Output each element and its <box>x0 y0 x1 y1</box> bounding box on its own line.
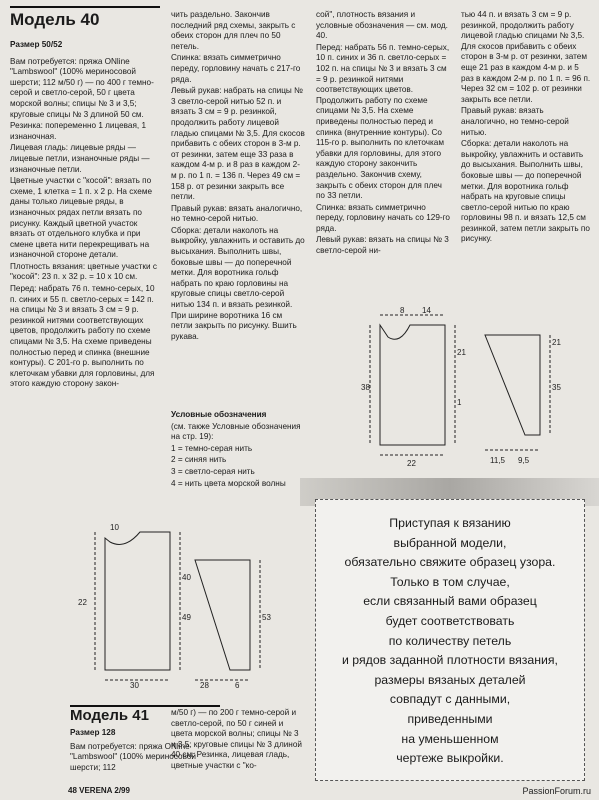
pattern-schematic-41 <box>360 305 590 480</box>
dim-label: 22 <box>78 598 87 607</box>
m40-text-rib: Резинка: попеременно 1 лицевая, 1 изнаночная. <box>10 121 147 141</box>
dim-label: 8 <box>400 306 405 315</box>
legend-ref: (см. также Условные обозначения на стр. 19): <box>171 421 301 442</box>
body-outline-41 <box>380 325 445 445</box>
legend-item-2: 2 = синяя нить <box>171 455 227 465</box>
m41-text-right-sleeve: Правый рукав: вязать аналогично, но темно-серой нитью. <box>461 106 569 137</box>
dim-label: 38 <box>361 383 370 392</box>
m40-text-gauge: Плотность вязания: цветные участки с "косой": 23 п. х 32 р. = 10 х 10 см. <box>10 261 157 282</box>
site-watermark: PassionForum.ru <box>522 786 591 796</box>
m40-text-materials: Вам потребуется: пряжа ONline "Lambswool" (100% мериносовой шерсти; 112 м/50 г) — по 400 г темно-серой и светло-серой, 50 г цвета морской волны; спицы № 3 и 3,5; круговые спицы № 3 длиной 50 см. <box>10 56 154 119</box>
model-41-size: Размер 128 <box>70 728 116 737</box>
notice-line: приведенными <box>407 711 493 726</box>
dim-label: 6 <box>235 681 240 690</box>
m41-text-sleeve-cont: тью 44 п. и вязать 3 см = 9 р. резинкой, продолжить работу лицевой гладью спицами № 3,5. Для скосов прибавить с обеих сторон в 3-м р. от резинки, затем еще 21 раз в каждом 4-м р. и 5 раз в каждом 2-м р. по 1 п. = 96 п. Через 32 см = 102 р. от резинки закрыть все петли. <box>461 10 591 104</box>
m41-text-front: Перед: набрать 56 п. темно-серых, 10 п. синих и 36 п. светло-серых = 102 п. на спицы № 3 и вязать 3 см = 9 р. резинкой нитями соответствующих цветов. Продолжить работу по схеме спицами № 3,5. На схеме приведены полностью перед и спинка (внутренние контуры). Со 115-го р. выполнить по клеточкам убавки для горловины, для этого каждую сторону закончить раздельно. Закончив схему, закрыть с обеих сторон для плеч по 33 петли. <box>316 42 450 201</box>
dim-label: 35 <box>552 383 561 392</box>
model-40-title: Модель 40 <box>10 10 100 29</box>
body-outline-40 <box>105 532 170 670</box>
notice-line: совпадут с данными, <box>389 692 511 707</box>
notice-line: выбранной модели, <box>393 535 507 550</box>
page-footer: 48 VERENA 2/99 <box>68 786 130 795</box>
legend-item-1: 1 = темно-серая нить <box>171 443 253 453</box>
model-41-materials: Вам потребуется: пряжа ONline "Lambswool" (100% мериносовой шерсти; 112 <box>70 741 196 772</box>
dim-label: 1 <box>457 398 462 407</box>
notice-line: чертеже выкройки. <box>396 751 504 766</box>
sleeve-outline-40 <box>195 560 250 670</box>
dim-label: 53 <box>262 613 271 622</box>
m40-text-front-cont: чить раздельно. Закончив последний ряд схемы, закрыть с обеих сторон для плеч по 50 петель. <box>171 10 296 51</box>
dim-label: 30 <box>130 681 139 690</box>
m41-text-back: Спинка: вязать симметрично переду, горловину начать со 129-го ряда. <box>316 202 450 233</box>
notice-line: на уменьшенном <box>401 731 499 746</box>
model-40-size: Размер 50/52 <box>10 40 63 49</box>
m40-text-stockinette: Лицевая гладь: лицевые ряды — лицевые петли, изнаночные ряды — изнаночные петли. <box>10 143 150 174</box>
notice-line: Приступая к вязанию <box>389 516 511 530</box>
notice-line: и рядов заданной плотности вязания, <box>342 653 558 668</box>
notice-line: Только в том случае, <box>390 574 510 589</box>
legend-item-3: 3 = светло-серая нить <box>171 466 255 476</box>
model-41-col2 <box>171 708 305 772</box>
dim-label: 9,5 <box>518 456 530 465</box>
notice-line: будет соответствовать <box>385 613 515 628</box>
notice-line: если связанный вами образец <box>363 594 537 609</box>
dim-label: 10 <box>110 523 119 532</box>
column-2 <box>171 10 305 343</box>
dim-label: 21 <box>457 348 466 357</box>
legend-block <box>171 410 305 490</box>
column-1 <box>10 40 160 391</box>
pattern-schematic-40 <box>70 520 290 690</box>
column-4 <box>461 10 591 246</box>
model-41-title: Модель 41 <box>70 707 149 724</box>
model-40-header <box>10 6 160 30</box>
notice-line: размеры вязаных деталей <box>374 672 526 687</box>
m40-text-back: Спинка: вязать симметрично переду, горловину начать с 217-го ряда. <box>171 53 301 84</box>
m41-text-left-sleeve: Левый рукав: вязать на спицы № 3 светло-серой ни- <box>316 235 449 256</box>
dim-label: 40 <box>182 573 191 582</box>
sleeve-outline-41 <box>485 335 540 435</box>
legend-item-4: 4 = нить цвета морской волны <box>171 478 286 488</box>
m40-text-assembly: Сборка: детали наколоть на выкройку, увлажнить и оставить до высыхания. Выполнить швы, боковые швы — до поперечной метки. Для воротника гольф набрать по краю горловины на круговые спицы светло-серой нитью 134 п. и вязать резинкой. При ширине воротника 16 см петли закрыть по рисунку. Вшить рукава. <box>171 225 305 341</box>
dim-label: 49 <box>182 613 191 622</box>
dim-label: 21 <box>552 338 561 347</box>
notice-line: обязательно свяжите образец узора. <box>344 555 556 570</box>
legend-title: Условные обозначения <box>171 410 267 419</box>
m40-text-left-sleeve: Левый рукав: набрать на спицы № 3 светло-серой нитью 52 п. и вязать 3 см = 9 р. резинкой, продолжить работу лицевой гладью спицами № 3,5. Для скосов прибавить с обеих сторон в 3-м р. от резинки, затем еще 33 раза в каждом 4-м р. и 8 раз в каждом 2-м р. по 1 п. = 136 п. Через 49 см = 158 р. от резинки закрыть все петли. <box>171 86 305 202</box>
notice-box <box>315 499 585 781</box>
m40-text-right-sleeve: Правый рукав: вязать аналогично, но темно-серой нитью. <box>171 203 303 224</box>
model-41-materials-cont: м/50 г) — по 200 г темно-серой и светло-серой, по 50 г синей и цвета морской волны; спицы № 3 и 3,5; круговые спицы № 3 длиной 40 см. Резинка, лицевая гладь, цветные участки с "ко- <box>171 708 302 770</box>
notice-line: по количеству петель <box>388 633 512 648</box>
m40-text-front: Перед: набрать 76 п. темно-серых, 10 п. синих и 55 п. светло-серых = 142 п. на спицы № 3 и вязать 3 см = 9 р. резинкой нитями соответствующих цветов, продолжить работу по схеме спицами № 3,5. На схеме приведены полностью перед и спинка (внешние контуры). С 201-го р. выполнить по клеточкам убавки для горловины, для этого каждую сторону закон- <box>10 284 155 389</box>
m40-text-color-areas: Цветные участки с "косой": вязать по схеме, 1 клетка = 1 п. х 2 р. На схеме даны только лицевые ряды, в изнаночных рядах петли вязать по рисунку. Каждый цветной участок вязать от отдельного клубка и при смене цвета нити перекрещивать на изнаночной стороне детали. <box>10 176 153 260</box>
dim-label: 11,5 <box>490 456 505 465</box>
m41-text-assembly: Сборка: детали наколоть на выкройку, увлажнить и оставить до высыхания. Выполнить швы, боковые швы — до поперечной метки. Для воротника гольф набрать на круговые спицы светло-серой нитью по краю горловины 98 п. и вязать 12,5 см резинкой, затем петли закрыть по рисунку. <box>461 139 590 244</box>
m41-text-ref: сой", плотность вязания и условные обозначения — см. мод. 40. <box>316 10 448 41</box>
dim-label: 22 <box>407 459 416 468</box>
column-3 <box>316 10 450 258</box>
dim-label: 28 <box>200 681 209 690</box>
dim-label: 14 <box>422 306 431 315</box>
